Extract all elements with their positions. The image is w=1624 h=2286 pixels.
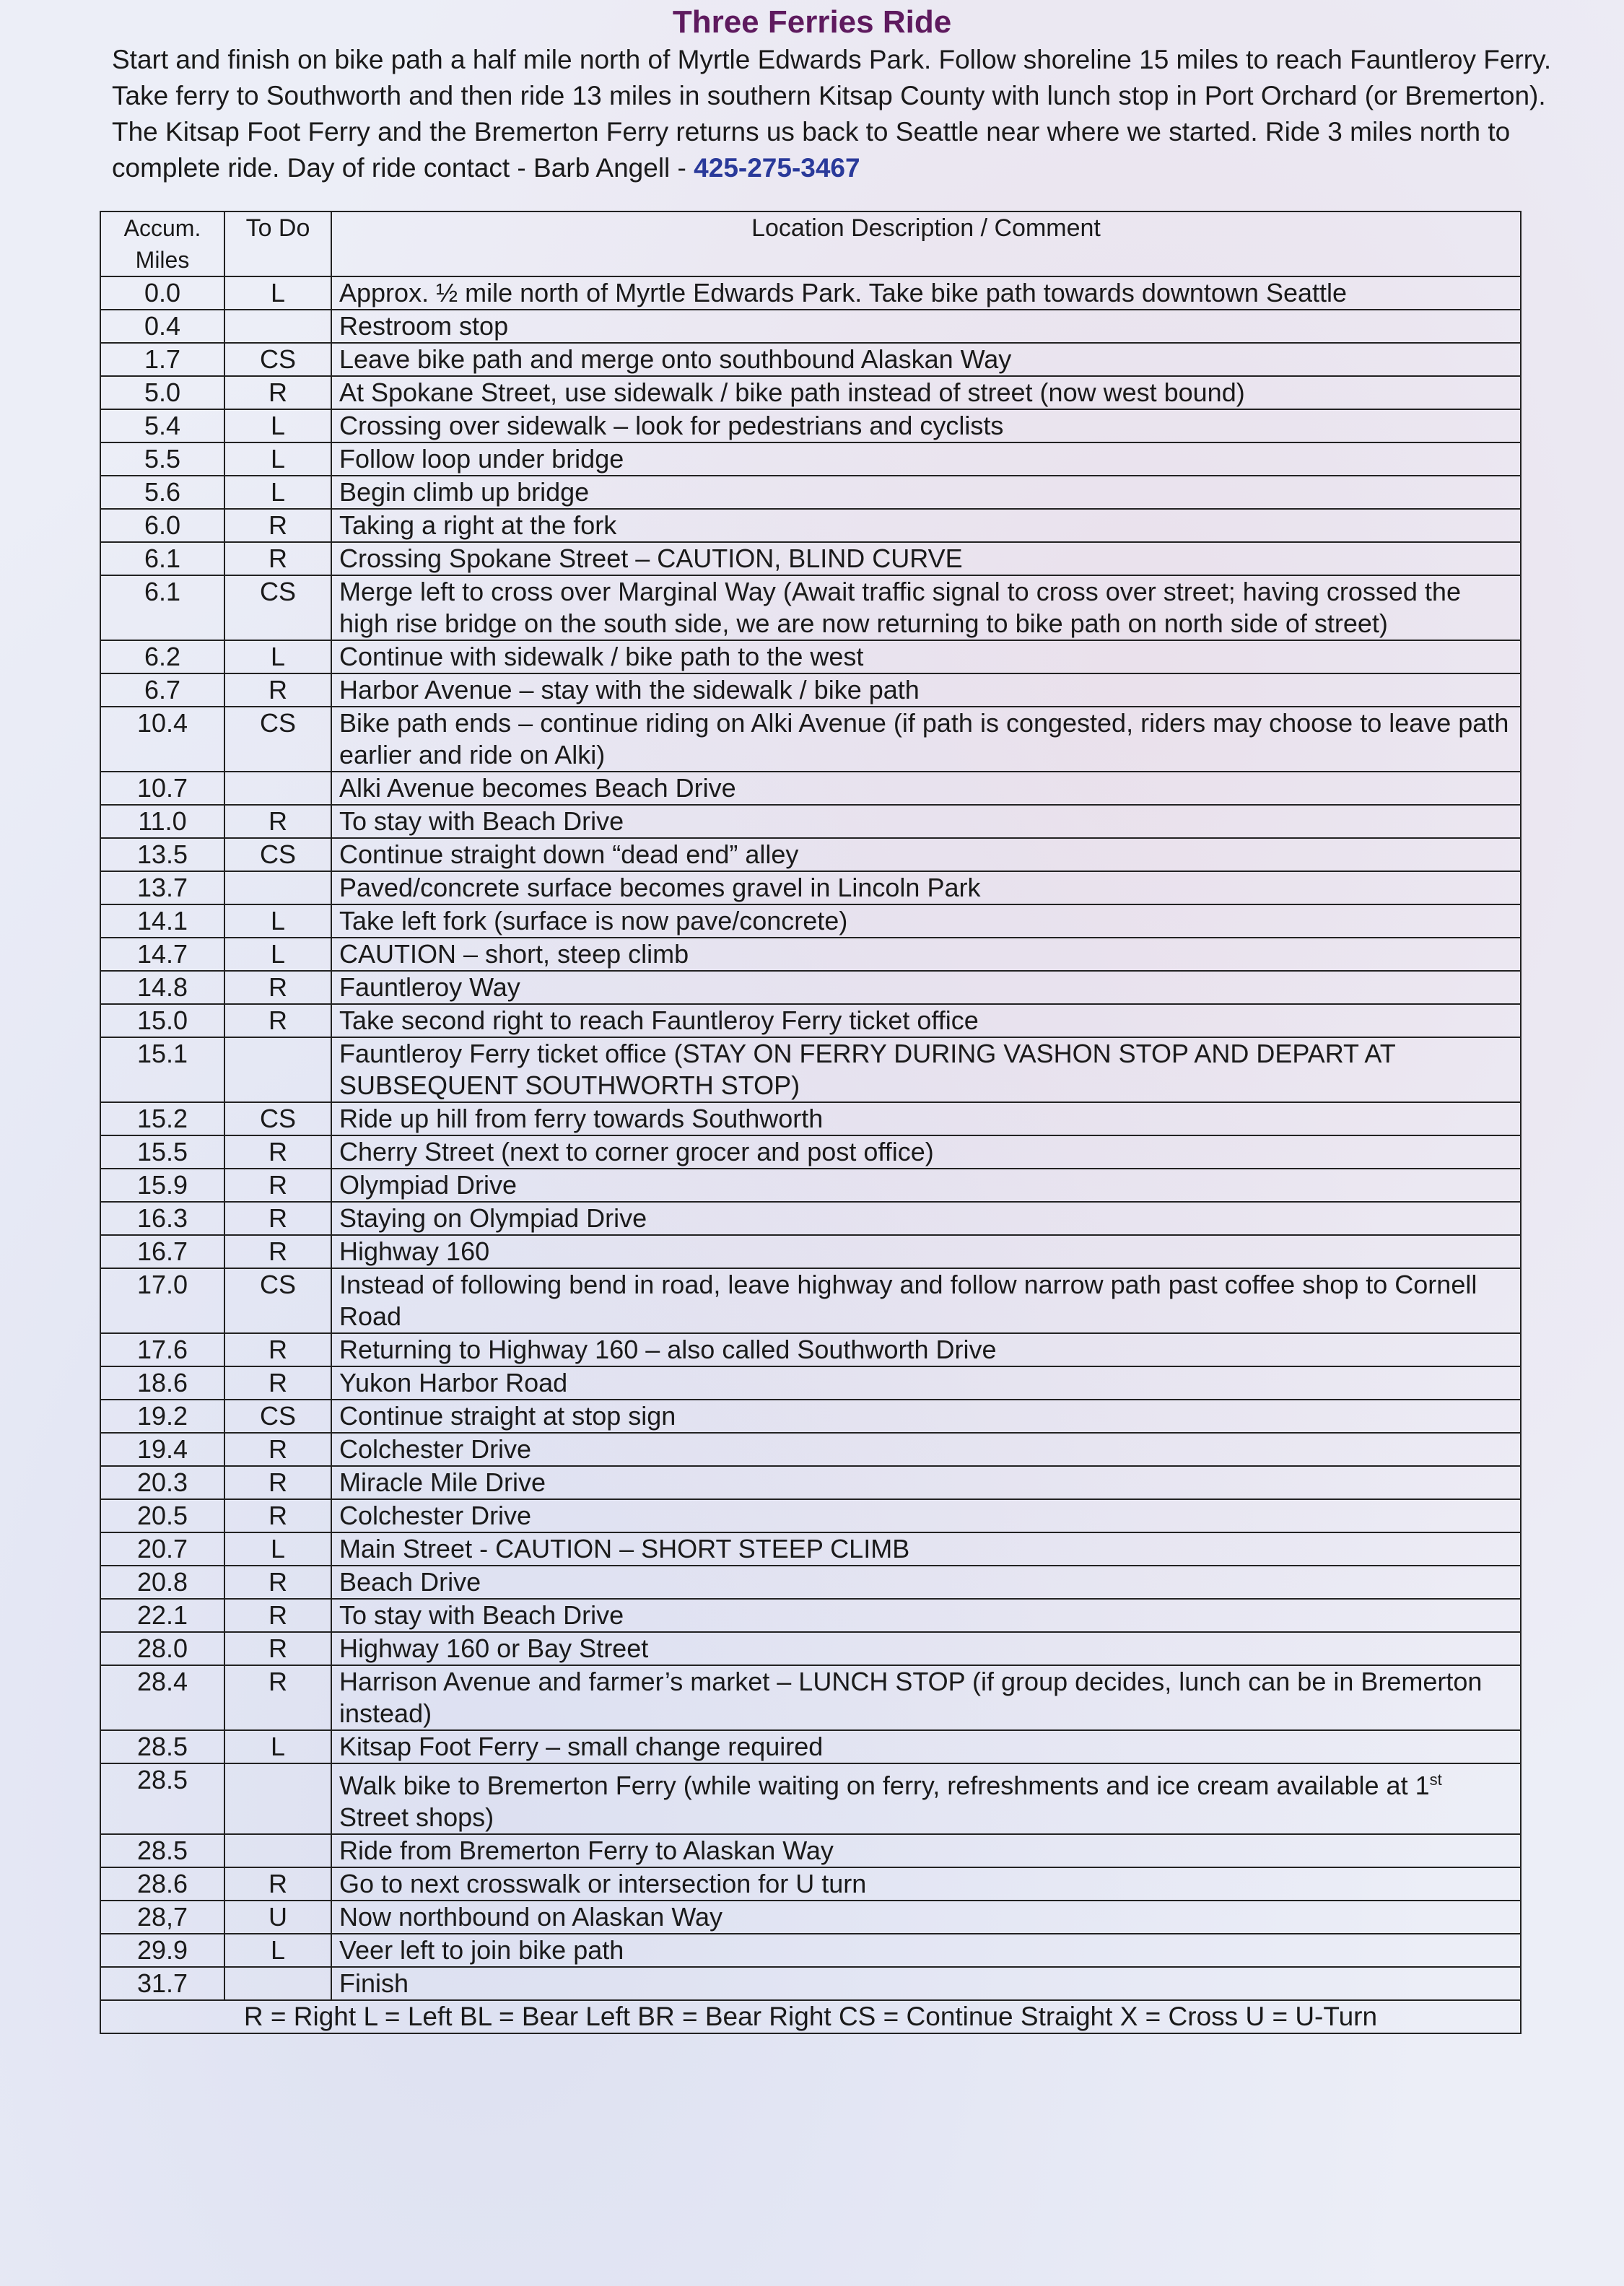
cell-miles: 20.3 xyxy=(100,1466,224,1499)
cell-to-do xyxy=(224,1967,331,2000)
intro-paragraph xyxy=(112,42,1592,186)
cell-description: Continue straight down “dead end” alley xyxy=(331,838,1521,871)
cell-to-do xyxy=(224,1037,331,1102)
cell-description: Alki Avenue becomes Beach Drive xyxy=(331,772,1521,805)
cell-description: Beach Drive xyxy=(331,1566,1521,1599)
cell-to-do: R xyxy=(224,673,331,707)
cell-to-do: L xyxy=(224,409,331,442)
cell-miles: 22.1 xyxy=(100,1599,224,1632)
table-row xyxy=(100,1135,1521,1169)
cell-miles: 10.4 xyxy=(100,707,224,772)
cell-miles: 0.4 xyxy=(100,310,224,343)
header-miles-line1: Accum. xyxy=(123,215,201,241)
cell-to-do: R xyxy=(224,1235,331,1268)
table-row xyxy=(100,838,1521,871)
cue-rows xyxy=(100,276,1521,2000)
table-row xyxy=(100,1967,1521,2000)
cell-to-do: CS xyxy=(224,1400,331,1433)
cell-to-do: L xyxy=(224,904,331,938)
page-title: Three Ferries Ride xyxy=(672,4,952,40)
cell-miles: 13.5 xyxy=(100,838,224,871)
table-row xyxy=(100,1004,1521,1037)
cell-miles: 1.7 xyxy=(100,343,224,376)
table-row xyxy=(100,1102,1521,1135)
cell-to-do xyxy=(224,1834,331,1867)
cell-miles: 5.0 xyxy=(100,376,224,409)
cell-to-do: R xyxy=(224,805,331,838)
cell-miles: 19.4 xyxy=(100,1433,224,1466)
table-row xyxy=(100,509,1521,542)
cell-description: Continue straight at stop sign xyxy=(331,1400,1521,1433)
intro-text: Start and finish on bike path a half mile north of Myrtle Edwards Park. Follow shoreline 15 miles to reach Fauntleroy Ferry. Take ferry to Southworth and then ride 13 miles in southern Kitsap County with lunch stop in Port Orchard (or Bremerton). The Kitsap Foot Ferry and the Bremerton Ferry returns us back to Seattle near where we started. Ride 3 miles north to complete ride. Day of ride contact - Barb Angell - xyxy=(112,45,1552,183)
cell-to-do: CS xyxy=(224,343,331,376)
cell-to-do: U xyxy=(224,1901,331,1934)
cell-description: Follow loop under bridge xyxy=(331,442,1521,476)
table-row xyxy=(100,1400,1521,1433)
cell-description: Ride from Bremerton Ferry to Alaskan Way xyxy=(331,1834,1521,1867)
table-row xyxy=(100,542,1521,575)
cell-description: Go to next crosswalk or intersection for U turn xyxy=(331,1867,1521,1901)
cell-description: To stay with Beach Drive xyxy=(331,1599,1521,1632)
cell-miles: 13.7 xyxy=(100,871,224,904)
cell-description: Harrison Avenue and farmer’s market – LUNCH STOP (if group decides, lunch can be in Bremerton instead) xyxy=(331,1665,1521,1730)
table-row xyxy=(100,1599,1521,1632)
cell-miles: 28.5 xyxy=(100,1730,224,1763)
cell-description: Now northbound on Alaskan Way xyxy=(331,1901,1521,1934)
cell-to-do: CS xyxy=(224,707,331,772)
cell-description: Continue with sidewalk / bike path to the west xyxy=(331,640,1521,673)
cell-miles: 16.3 xyxy=(100,1202,224,1235)
cell-to-do: R xyxy=(224,1499,331,1532)
cell-description: Colchester Drive xyxy=(331,1499,1521,1532)
cell-miles: 6.2 xyxy=(100,640,224,673)
cell-miles: 28.6 xyxy=(100,1867,224,1901)
cell-to-do: R xyxy=(224,1366,331,1400)
table-row xyxy=(100,938,1521,971)
contact-phone: 425-275-3467 xyxy=(694,153,860,183)
cell-to-do xyxy=(224,871,331,904)
cell-miles: 28,7 xyxy=(100,1901,224,1934)
cell-miles: 17.0 xyxy=(100,1268,224,1333)
cell-miles: 6.1 xyxy=(100,542,224,575)
cell-to-do xyxy=(224,310,331,343)
cell-description: Olympiad Drive xyxy=(331,1169,1521,1202)
cell-to-do: R xyxy=(224,1665,331,1730)
cell-miles: 31.7 xyxy=(100,1967,224,2000)
table-row xyxy=(100,904,1521,938)
table-row xyxy=(100,971,1521,1004)
cell-miles: 11.0 xyxy=(100,805,224,838)
cell-miles: 14.7 xyxy=(100,938,224,971)
cell-to-do: R xyxy=(224,971,331,1004)
cell-description: Begin climb up bridge xyxy=(331,476,1521,509)
cell-miles: 19.2 xyxy=(100,1400,224,1433)
cell-description: Main Street - CAUTION – SHORT STEEP CLIMB xyxy=(331,1532,1521,1566)
cell-miles: 5.5 xyxy=(100,442,224,476)
cell-description: Fauntleroy Way xyxy=(331,971,1521,1004)
cell-description: Bike path ends – continue riding on Alki Avenue (if path is congested, riders may choose to leave path earlier and ride on Alki) xyxy=(331,707,1521,772)
table-row xyxy=(100,1466,1521,1499)
cell-description: Fauntleroy Ferry ticket office (STAY ON FERRY DURING VASHON STOP AND DEPART AT SUBSEQUENT SOUTHWORTH STOP) xyxy=(331,1037,1521,1102)
table-row xyxy=(100,1934,1521,1967)
cell-to-do: L xyxy=(224,640,331,673)
cell-to-do: L xyxy=(224,938,331,971)
table-row xyxy=(100,1532,1521,1566)
cell-description: Kitsap Foot Ferry – small change required xyxy=(331,1730,1521,1763)
cell-description: Harbor Avenue – stay with the sidewalk / bike path xyxy=(331,673,1521,707)
table-row xyxy=(100,1499,1521,1532)
cell-description: Highway 160 xyxy=(331,1235,1521,1268)
cell-to-do: R xyxy=(224,1004,331,1037)
cell-to-do: L xyxy=(224,276,331,310)
cell-description: CAUTION – short, steep climb xyxy=(331,938,1521,971)
cell-to-do: R xyxy=(224,1433,331,1466)
table-row xyxy=(100,1901,1521,1934)
cell-description: Leave bike path and merge onto southbound Alaskan Way xyxy=(331,343,1521,376)
cell-miles: 28.5 xyxy=(100,1763,224,1834)
cell-to-do: L xyxy=(224,1730,331,1763)
table-row xyxy=(100,640,1521,673)
cell-miles: 15.2 xyxy=(100,1102,224,1135)
cell-to-do: L xyxy=(224,1532,331,1566)
cell-description: Highway 160 or Bay Street xyxy=(331,1632,1521,1665)
table-row xyxy=(100,376,1521,409)
cell-description: Walk bike to Bremerton Ferry (while waiting on ferry, refreshments and ice cream available at 1st Street shops) xyxy=(331,1763,1521,1834)
cell-description: Veer left to join bike path xyxy=(331,1934,1521,1967)
cell-description: Take left fork (surface is now pave/concrete) xyxy=(331,904,1521,938)
table-row xyxy=(100,871,1521,904)
cell-to-do: CS xyxy=(224,1102,331,1135)
cell-to-do: R xyxy=(224,1135,331,1169)
table-row xyxy=(100,1566,1521,1599)
table-row xyxy=(100,805,1521,838)
cell-miles: 28.4 xyxy=(100,1665,224,1730)
cell-miles: 6.0 xyxy=(100,509,224,542)
cell-description: Miracle Mile Drive xyxy=(331,1466,1521,1499)
table-row xyxy=(100,1665,1521,1730)
cell-description: Taking a right at the fork xyxy=(331,509,1521,542)
cell-description: Returning to Highway 160 – also called Southworth Drive xyxy=(331,1333,1521,1366)
header-accum-miles xyxy=(100,211,224,276)
cell-miles: 28.0 xyxy=(100,1632,224,1665)
cell-miles: 14.1 xyxy=(100,904,224,938)
cell-description: Crossing Spokane Street – CAUTION, BLIND CURVE xyxy=(331,542,1521,575)
cell-to-do: CS xyxy=(224,838,331,871)
table-row xyxy=(100,1366,1521,1400)
cell-miles: 17.6 xyxy=(100,1333,224,1366)
cell-miles: 28.5 xyxy=(100,1834,224,1867)
cell-description: Restroom stop xyxy=(331,310,1521,343)
table-row xyxy=(100,1268,1521,1333)
cell-description: Crossing over sidewalk – look for pedestrians and cyclists xyxy=(331,409,1521,442)
cell-description: At Spokane Street, use sidewalk / bike path instead of street (now west bound) xyxy=(331,376,1521,409)
table-row xyxy=(100,476,1521,509)
cell-description: Merge left to cross over Marginal Way (Await traffic signal to cross over street; having crossed the high rise bridge on the south side, we are now returning to bike path on north side of street) xyxy=(331,575,1521,640)
cell-to-do: R xyxy=(224,1466,331,1499)
cell-to-do: L xyxy=(224,476,331,509)
cell-miles: 20.5 xyxy=(100,1499,224,1532)
cell-to-do: CS xyxy=(224,1268,331,1333)
table-row xyxy=(100,409,1521,442)
cell-description: Cherry Street (next to corner grocer and post office) xyxy=(331,1135,1521,1169)
table-row xyxy=(100,1169,1521,1202)
cell-miles: 20.8 xyxy=(100,1566,224,1599)
cell-miles: 29.9 xyxy=(100,1934,224,1967)
table-row xyxy=(100,707,1521,772)
table-row xyxy=(100,442,1521,476)
cell-miles: 14.8 xyxy=(100,971,224,1004)
cell-description: Yukon Harbor Road xyxy=(331,1366,1521,1400)
cell-miles: 15.9 xyxy=(100,1169,224,1202)
cell-miles: 10.7 xyxy=(100,772,224,805)
legend-text: R = Right L = Left BL = Bear Left BR = Bear Right CS = Continue Straight X = Cross U = U-Turn xyxy=(100,2000,1521,2033)
table-row xyxy=(100,1235,1521,1268)
table-row xyxy=(100,1867,1521,1901)
cell-miles: 15.5 xyxy=(100,1135,224,1169)
cell-description: Take second right to reach Fauntleroy Ferry ticket office xyxy=(331,1004,1521,1037)
cell-description: Paved/concrete surface becomes gravel in Lincoln Park xyxy=(331,871,1521,904)
cell-to-do xyxy=(224,772,331,805)
cell-description: Ride up hill from ferry towards Southworth xyxy=(331,1102,1521,1135)
cell-to-do: L xyxy=(224,1934,331,1967)
cell-to-do: R xyxy=(224,1333,331,1366)
header-to-do: To Do xyxy=(224,211,331,276)
cell-to-do: R xyxy=(224,542,331,575)
cell-to-do: CS xyxy=(224,575,331,640)
table-header-row xyxy=(100,211,1521,276)
cell-to-do: R xyxy=(224,1867,331,1901)
table-row xyxy=(100,575,1521,640)
cell-miles: 18.6 xyxy=(100,1366,224,1400)
cell-to-do: R xyxy=(224,1202,331,1235)
header-miles-line2: Miles xyxy=(135,247,190,273)
table-row xyxy=(100,1202,1521,1235)
cell-miles: 0.0 xyxy=(100,276,224,310)
header-description: Location Description / Comment xyxy=(331,211,1521,276)
cell-miles: 15.0 xyxy=(100,1004,224,1037)
cell-miles: 5.6 xyxy=(100,476,224,509)
cell-miles: 6.1 xyxy=(100,575,224,640)
cell-description: Finish xyxy=(331,1967,1521,2000)
cell-description: Colchester Drive xyxy=(331,1433,1521,1466)
cell-description: Staying on Olympiad Drive xyxy=(331,1202,1521,1235)
cell-to-do: R xyxy=(224,376,331,409)
cell-miles: 6.7 xyxy=(100,673,224,707)
cell-miles: 5.4 xyxy=(100,409,224,442)
cell-miles: 16.7 xyxy=(100,1235,224,1268)
cell-description: Approx. ½ mile north of Myrtle Edwards Park. Take bike path towards downtown Seattle xyxy=(331,276,1521,310)
table-row xyxy=(100,1433,1521,1466)
cell-to-do: L xyxy=(224,442,331,476)
table-row xyxy=(100,772,1521,805)
cell-to-do: R xyxy=(224,1169,331,1202)
cell-to-do: R xyxy=(224,1566,331,1599)
cue-sheet-table xyxy=(100,211,1522,2034)
table-row xyxy=(100,673,1521,707)
table-row xyxy=(100,343,1521,376)
table-row xyxy=(100,1834,1521,1867)
table-row xyxy=(100,1037,1521,1102)
table-row xyxy=(100,1632,1521,1665)
cell-description: Instead of following bend in road, leave highway and follow narrow path past coffee shop to Cornell Road xyxy=(331,1268,1521,1333)
table-row xyxy=(100,310,1521,343)
cell-to-do: R xyxy=(224,1599,331,1632)
cell-to-do: R xyxy=(224,509,331,542)
legend-row xyxy=(100,2000,1521,2033)
cell-to-do: R xyxy=(224,1632,331,1665)
table-row xyxy=(100,1333,1521,1366)
table-row xyxy=(100,1763,1521,1834)
cell-description: To stay with Beach Drive xyxy=(331,805,1521,838)
table-row xyxy=(100,276,1521,310)
table-row xyxy=(100,1730,1521,1763)
cell-miles: 15.1 xyxy=(100,1037,224,1102)
cell-to-do xyxy=(224,1763,331,1834)
cell-miles: 20.7 xyxy=(100,1532,224,1566)
